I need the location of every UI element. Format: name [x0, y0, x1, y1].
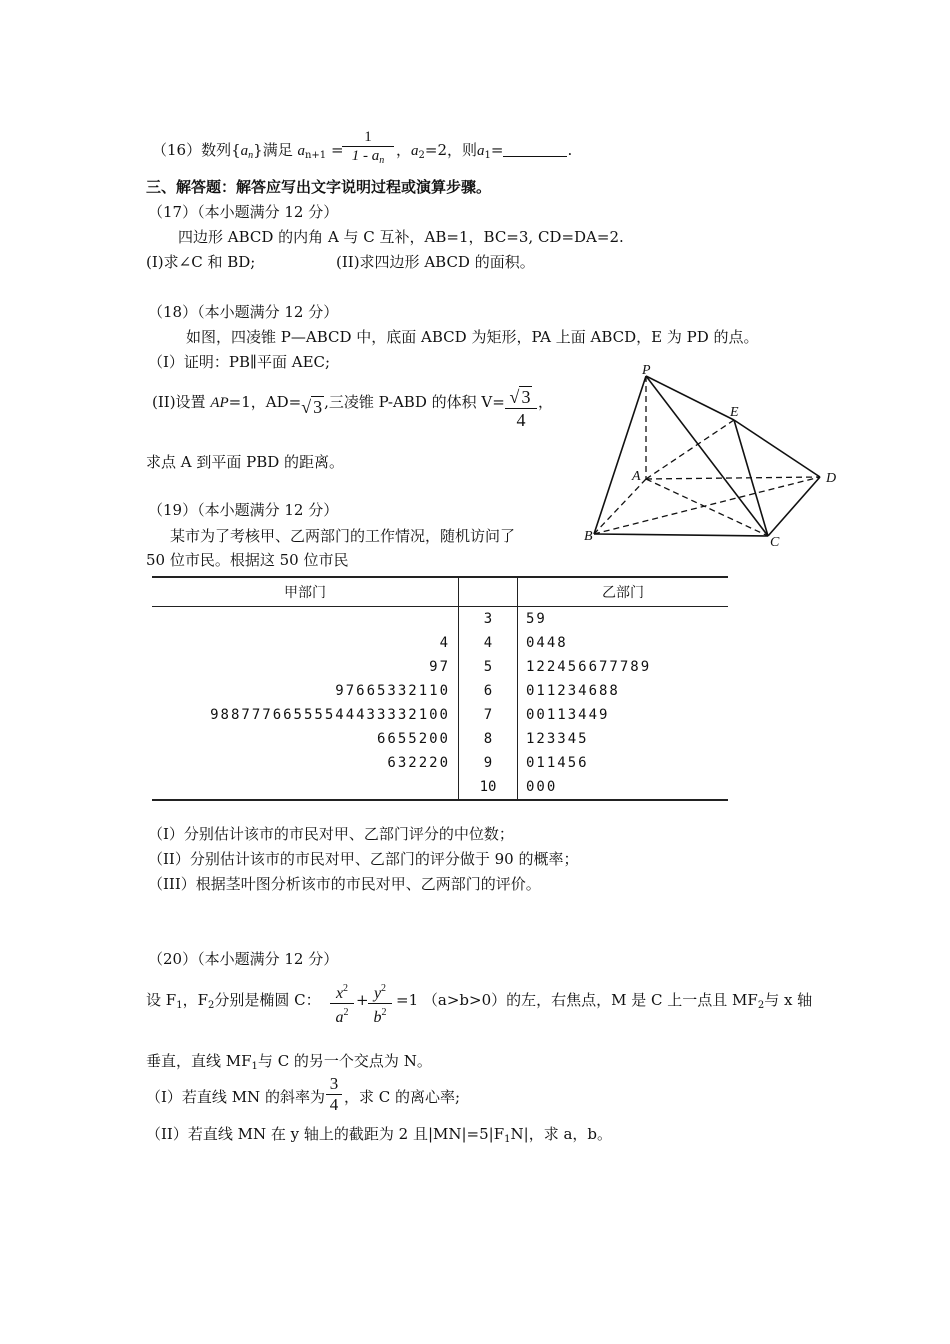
q16-fraction: 1 $1 - a_n$ — [342, 128, 394, 170]
label-E: E — [730, 405, 739, 420]
q17-part1: (I)求∠C 和 BD; — [146, 253, 256, 271]
q16-line: （16）数列$\{a_n\}$满足 $a_{n+1}$ = — [152, 141, 344, 161]
header-left: 甲部门 — [152, 577, 459, 607]
q17-heading: （17）（本小题满分 12 分） — [148, 203, 339, 221]
q18-part1: （I）证明：PB∥平面 AEC; — [148, 353, 331, 371]
table-row: 3 59 — [152, 607, 728, 632]
q17-part2: (II)求四边形 ABCD 的面积。 — [336, 253, 535, 271]
q20-line2: 垂直，直线 $MF_1$与 C 的另一个交点为 N。 — [146, 1052, 432, 1072]
ellipse-y-term: $y^2$ $b^2$ — [368, 980, 392, 1027]
q20-line1-start: 设 $F_1$，$F_2$分别是椭圆 C： — [146, 991, 321, 1011]
q18-part2: (II)设置 AP=1，AD=√ 3 ,三凌锥 P-ABD 的体积 V= — [152, 393, 505, 417]
answer-blank — [503, 142, 567, 157]
table-row: 632220 9 011456 — [152, 751, 728, 775]
table-header-row — [152, 577, 728, 607]
q19-part2: （II）分别估计该市的市民对甲、乙部门的评分做于 90 的概率； — [148, 850, 579, 868]
q19-heading: （19）（本小题满分 12 分） — [148, 501, 339, 519]
q17-text: 四边形 ABCD 的内角 A 与 C 互补，AB=1，BC=3, CD=DA=2. — [178, 228, 624, 246]
q19-text2: 50 位市民。根据这 50 位市民 — [146, 551, 349, 569]
q18-heading: （18）（本小题满分 12 分） — [148, 303, 339, 321]
stem-leaf-table — [152, 576, 728, 801]
ellipse-x-term: $x^2$ $a^2$ — [330, 980, 354, 1027]
plus-sign: + — [356, 991, 369, 1009]
table-row: 10 000 — [152, 775, 728, 800]
table-row: 97665332110 6 011234688 — [152, 679, 728, 703]
q18-volume-fraction: √ 3 4 — [505, 386, 537, 431]
q20-part1-end: ，求 C 的离心率; — [344, 1088, 461, 1106]
slope-fraction: 3 4 — [326, 1074, 342, 1115]
q19-part3: （III）根据茎叶图分析该市的市民对甲、乙两部门的评价。 — [148, 875, 541, 893]
label-P: P — [642, 363, 651, 378]
table-row: 97 5 122456677789 — [152, 655, 728, 679]
table-row: 98877766555544433332100 7 00113449 — [152, 703, 728, 727]
q20-line1-end: =1 （a>b>0）的左，右焦点，M 是 C 上一点且 $MF_2$与 x 轴 — [396, 991, 813, 1011]
table-row: 6655200 8 123345 — [152, 727, 728, 751]
q19-part1: （I）分别估计该市的市民对甲、乙部门评分的中位数； — [148, 825, 514, 843]
label-B: B — [584, 529, 593, 544]
q18-text: 如图，四凌锥 P—ABCD 中，底面 ABCD 为矩形，PA 上面 ABCD，E 为 PD 的点。 — [186, 328, 759, 346]
q20-part1: （I）若直线 MN 的斜率为 — [146, 1088, 325, 1106]
q18-comma: ， — [538, 393, 554, 411]
section-heading: 三、解答题：解答应写出文字说明过程或演算步骤。 — [146, 178, 492, 196]
table-row: 4 4 0448 — [152, 631, 728, 655]
q16-line-end: ，$a_2=2$，则$a_1=$ . — [396, 141, 573, 161]
label-A: A — [632, 469, 641, 484]
q18-part2-end: 求点 A 到平面 PBD 的距离。 — [146, 453, 345, 471]
pyramid-figure — [580, 362, 850, 557]
label-C: C — [770, 535, 780, 550]
q20-part2: （II）若直线 MN 在 y 轴上的截距为 2 且$|MN|=5|F_1N|$，求 a，b。 — [146, 1125, 613, 1145]
header-right: 乙部门 — [518, 577, 729, 607]
q20-heading: （20）（本小题满分 12 分） — [148, 950, 339, 968]
label-D: D — [826, 471, 837, 486]
sqrt-3: √ 3 — [301, 397, 323, 417]
q19-text1: 某市为了考核甲、乙两部门的工作情况，随机访问了 — [170, 527, 516, 545]
